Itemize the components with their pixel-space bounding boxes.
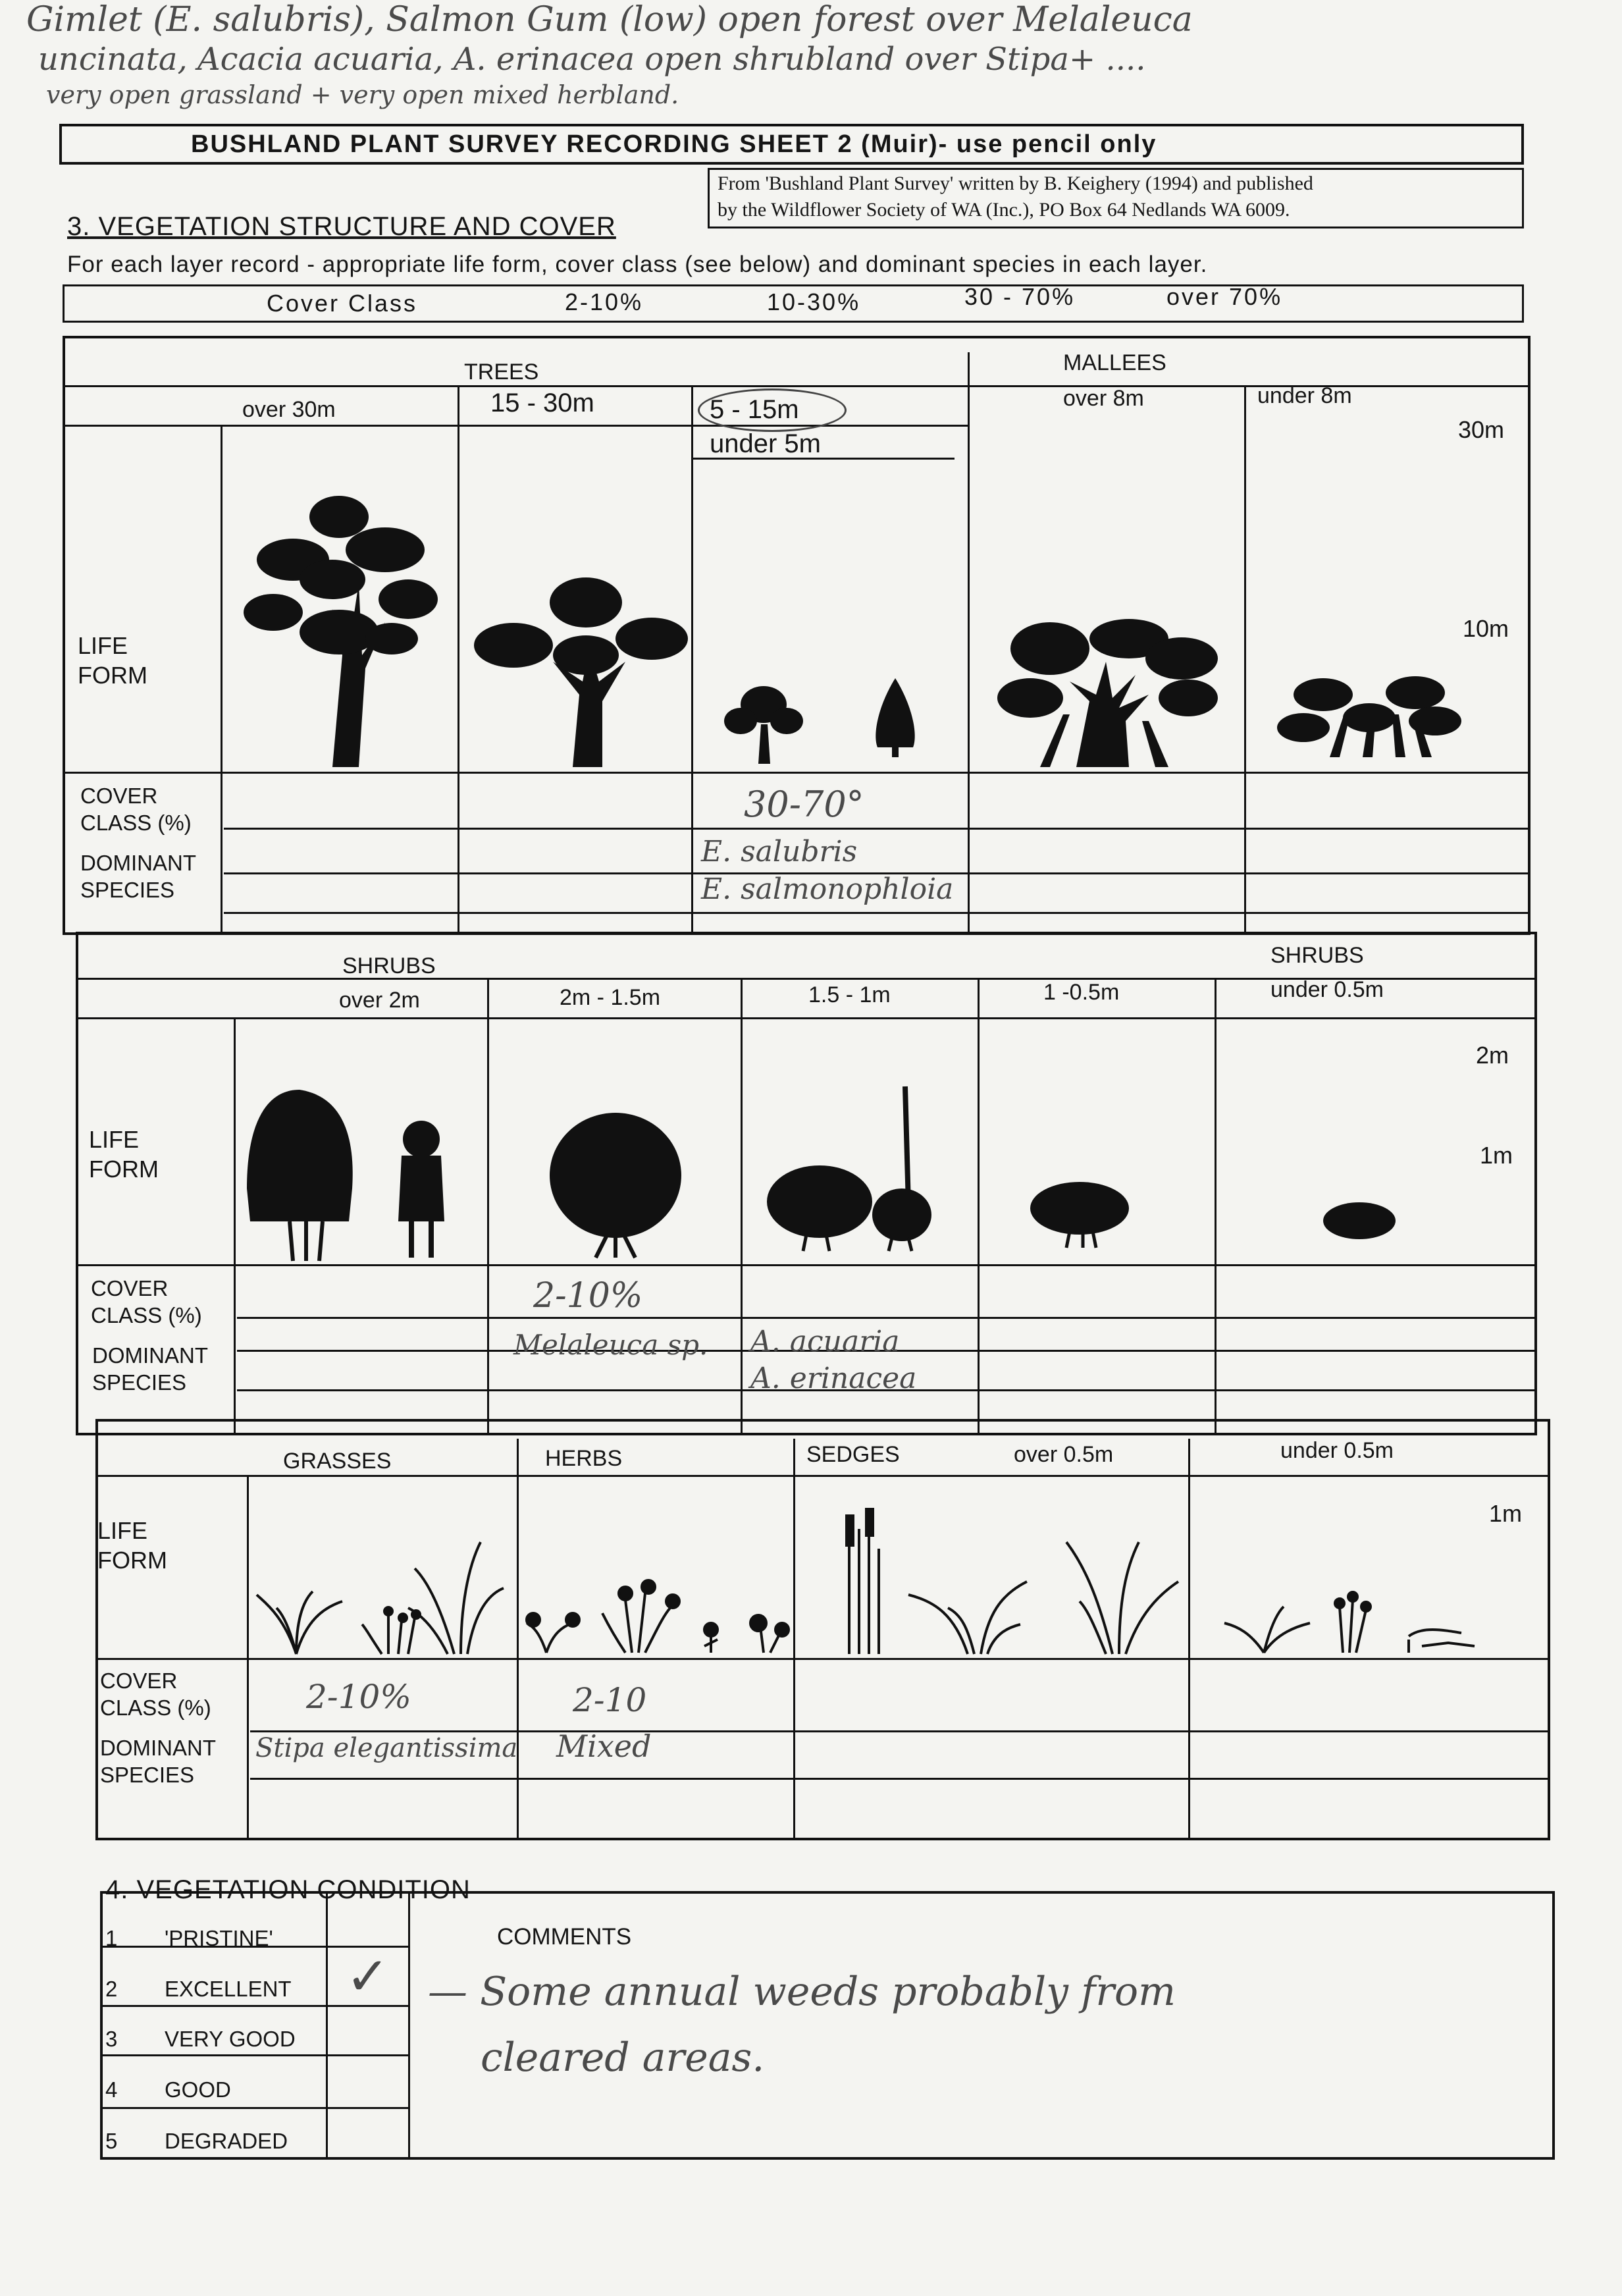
header-note-line1: Gimlet (E. salubris), Salmon Gum (low) open forest over Melaleuca <box>26 0 1193 40</box>
condition-check-mark: ✓ <box>346 1946 390 2007</box>
trees-vline-3 <box>968 352 970 935</box>
condition-vline-1 <box>326 1891 328 2160</box>
trees-col-over-30m: over 30m <box>242 397 336 422</box>
tree-over-30m-icon <box>234 491 444 767</box>
trees-scale-30m: 30m <box>1458 416 1505 443</box>
shrubs-col-over-2m: over 2m <box>339 988 420 1013</box>
sedges-under-0.5m: under 0.5m <box>1280 1438 1394 1463</box>
trees-hline-2 <box>63 425 968 427</box>
shrubs-group-label-right: SHRUBS <box>1270 943 1364 968</box>
condition-hline-3 <box>100 2054 408 2056</box>
tree-5-15m-icon <box>724 685 803 764</box>
condition-hline-4 <box>100 2107 408 2109</box>
trees-vline-2 <box>691 385 693 935</box>
mallee-under-8m-icon <box>1277 678 1461 757</box>
shrubs-col-1-0.5m: 1 -0.5m <box>1043 980 1120 1005</box>
condition-option-3[interactable] <box>105 2027 296 2052</box>
ground-vline-1 <box>517 1439 519 1840</box>
condition-label-3: VERY GOOD <box>165 2027 296 2051</box>
shrubs-species-handwritten-2: A. acuaria <box>750 1325 900 1358</box>
comment-line-1: — Some annual weeds probably from <box>428 1969 1176 2015</box>
trees-col-5-15m-circle <box>698 388 847 432</box>
shrubs-dominant-species-label: DOMINANT SPECIES <box>92 1343 208 1395</box>
condition-option-1[interactable] <box>105 1926 273 1951</box>
sedges-label: SEDGES <box>806 1442 900 1467</box>
trees-hline-4 <box>63 772 1530 774</box>
trees-scale-10m: 10m <box>1463 615 1509 642</box>
herbs-species-handwritten: Mixed <box>556 1728 652 1764</box>
ground-vline-2 <box>793 1439 795 1840</box>
ground-vline-3 <box>1188 1439 1190 1840</box>
comments-label: COMMENTS <box>497 1924 632 1950</box>
section4-title: 4. VEGETATION CONDITION <box>105 1875 471 1904</box>
source-note-line1: From 'Bushland Plant Survey' written by B. Keighery (1994) and published <box>718 173 1313 194</box>
shrubs-vline-1 <box>487 978 489 1435</box>
shrub-over-2m-icon <box>244 1090 461 1261</box>
mallees-group-label: MALLEES <box>1063 350 1166 375</box>
cover-class-3: 30 - 70% <box>964 283 1076 310</box>
shrubs-cover-class-label: COVER CLASS (%) <box>91 1276 202 1328</box>
condition-option-4[interactable] <box>105 2077 231 2102</box>
trees-group-label: TREES <box>464 360 539 385</box>
shrubs-col-under-0.5m: under 0.5m <box>1270 977 1384 1002</box>
herbs-label: HERBS <box>545 1446 623 1471</box>
shrubs-vline-4 <box>1215 978 1216 1435</box>
ground-cover-class-label: COVER CLASS (%) <box>100 1669 211 1721</box>
ground-hline-2 <box>95 1658 1550 1660</box>
condition-label-5: DEGRADED <box>165 2129 288 2153</box>
condition-label-4: GOOD <box>165 2077 231 2102</box>
shrub-1-0.5m-icon <box>1030 1182 1129 1248</box>
trees-dominant-species-label: DOMINANT SPECIES <box>80 851 196 903</box>
sedges-over-0.5m-icon <box>836 1503 1178 1654</box>
condition-num-5: 5 <box>105 2129 118 2153</box>
grasses-icon <box>257 1529 507 1654</box>
trees-col-15-30m: 15 - 30m <box>490 388 594 417</box>
trees-vline-label <box>221 425 222 935</box>
section3-title: 3. VEGETATION STRUCTURE AND COVER <box>67 212 616 241</box>
cover-class-label: Cover Class <box>267 290 418 317</box>
shrub-under-0.5m-icon <box>1323 1202 1396 1242</box>
trees-cover-handwritten: 30-70° <box>744 784 864 825</box>
cover-class-2: 10-30% <box>767 288 861 315</box>
trees-cover-class-label: COVER CLASS (%) <box>80 784 192 836</box>
ground-hline-1 <box>95 1475 1550 1477</box>
cover-class-4: over 70% <box>1166 283 1283 310</box>
tree-under-5m-icon <box>872 678 918 757</box>
sedges-under-0.5m-icon <box>1224 1580 1488 1653</box>
shrub-1.5-1m-icon <box>767 1086 938 1251</box>
shrubs-vline-2 <box>741 978 743 1435</box>
shrub-2-1.5m-icon <box>550 1113 681 1258</box>
grasses-label: GRASSES <box>283 1449 392 1474</box>
trees-hline-7 <box>224 912 1530 914</box>
trees-vline-1 <box>458 385 459 935</box>
trees-life-form-label: LIFE FORM <box>78 632 147 689</box>
shrubs-col-1.5-1m: 1.5 - 1m <box>808 982 891 1007</box>
condition-option-5[interactable] <box>105 2129 288 2154</box>
condition-table <box>100 1891 1555 2160</box>
shrubs-species-handwritten-1: Melaleuca sp. <box>513 1329 708 1361</box>
ground-life-form-label: LIFE FORM <box>97 1517 167 1574</box>
sedges-over-0.5m: over 0.5m <box>1014 1442 1114 1467</box>
shrubs-scale-1m: 1m <box>1480 1142 1513 1169</box>
shrubs-hline-4 <box>237 1317 1537 1319</box>
condition-num-1: 1 <box>105 1926 118 1950</box>
condition-label-2: EXCELLENT <box>165 1977 292 2001</box>
shrubs-col-2-1.5m: 2m - 1.5m <box>560 985 661 1010</box>
condition-num-4: 4 <box>105 2077 118 2102</box>
source-note-line2: by the Wildflower Society of WA (Inc.), PO Box 64 Nedlands WA 6009. <box>718 199 1290 221</box>
condition-option-2[interactable] <box>105 1977 292 2002</box>
shrubs-vline-label <box>234 1017 236 1435</box>
cover-class-1: 2-10% <box>565 288 644 315</box>
header-note-line2: uncinata, Acacia acuaria, A. erinacea open shrubland over Stipa+ .... <box>38 41 1146 78</box>
tree-15-30m-icon <box>474 576 685 767</box>
comment-line-2: cleared areas. <box>481 2035 765 2081</box>
ground-scale-1m: 1m <box>1489 1500 1523 1527</box>
condition-num-3: 3 <box>105 2027 118 2051</box>
shrubs-hline-2 <box>76 1017 1537 1019</box>
mallees-col-over-8m: over 8m <box>1063 386 1144 411</box>
trees-species-handwritten-1: E. salubris <box>701 835 858 868</box>
grasses-cover-handwritten: 2-10% <box>306 1678 411 1716</box>
ground-vline-label <box>247 1475 249 1840</box>
ground-hline-4 <box>250 1778 1550 1780</box>
mallee-over-8m-icon <box>997 622 1221 767</box>
shrubs-life-form-label: LIFE FORM <box>89 1126 159 1183</box>
condition-label-1: 'PRISTINE' <box>165 1926 273 1950</box>
shrubs-group-label-left: SHRUBS <box>342 953 436 978</box>
section3-instruction: For each layer record - appropriate life form, cover class (see below) and dominant species in each layer. <box>67 252 1208 277</box>
shrubs-species-handwritten-3: A. erinacea <box>750 1362 917 1395</box>
sheet-title: BUSHLAND PLANT SURVEY RECORDING SHEET 2 (Muir)- use pencil only <box>191 130 1157 158</box>
condition-vline-2 <box>408 1891 410 2160</box>
shrubs-hline-3 <box>76 1264 1537 1266</box>
shrubs-scale-2m: 2m <box>1476 1042 1509 1069</box>
herbs-icon <box>527 1561 790 1653</box>
mallees-col-under-8m: under 8m <box>1257 383 1352 408</box>
ground-hline-3 <box>250 1730 1550 1732</box>
header-note-line3: very open grassland + very open mixed herbland. <box>46 80 679 109</box>
trees-col-5-15m: 5 - 15m <box>710 395 799 424</box>
shrubs-vline-3 <box>978 978 980 1435</box>
trees-hline-5 <box>224 828 1530 830</box>
ground-dominant-species-label: DOMINANT SPECIES <box>100 1736 216 1788</box>
trees-vline-4 <box>1244 385 1246 935</box>
grasses-species-handwritten: Stipa elegantissima <box>255 1733 518 1763</box>
trees-species-handwritten-2: E. salmonophloia <box>701 872 954 906</box>
trees-col-under-5m: under 5m <box>710 429 821 458</box>
condition-num-2: 2 <box>105 1977 118 2001</box>
herbs-cover-handwritten: 2-10 <box>573 1681 647 1719</box>
shrubs-cover-handwritten: 2-10% <box>533 1276 643 1316</box>
